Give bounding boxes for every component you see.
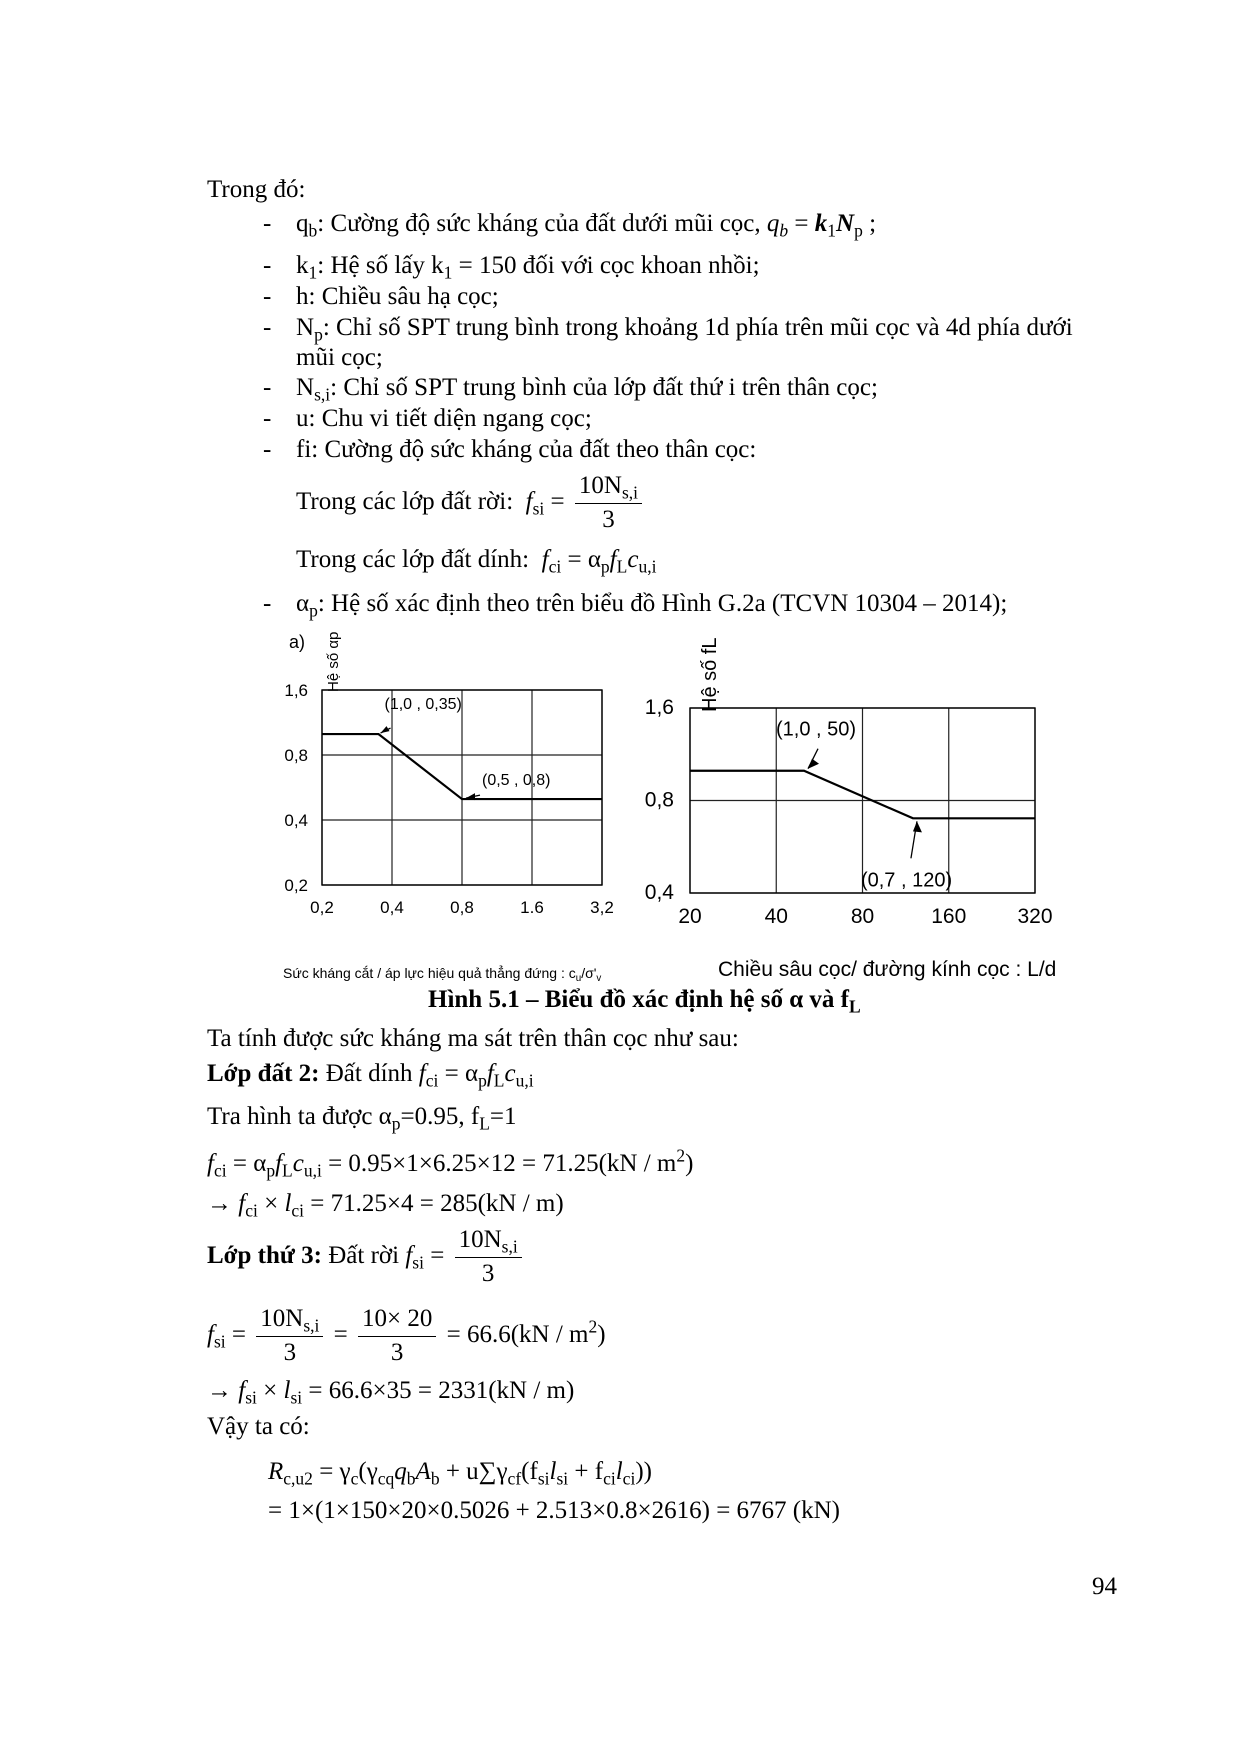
def-np: $N_p$: Chỉ số SPT trung bình trong khoảng 1d phía trên mũi cọc và 4d phía dưới — [296, 314, 1073, 345]
layer2-line: Lớp đất 2: Đất dính $f_{ci} = \alpha_pf_Lc_{u,i}$ — [207, 1060, 534, 1091]
chart-b-xlabel: Chiều sâu cọc/ đường kính cọc : L/d — [718, 958, 1057, 981]
chart-alpha-p — [284, 632, 613, 917]
bullet: - — [263, 314, 272, 341]
figure-caption: Hình 5.1 – Biểu đồ xác định hệ số α và $f_L$ — [428, 986, 861, 1017]
y-axis-label: Hệ số αp — [325, 631, 342, 692]
y-tick-label: 0,8 — [644, 788, 674, 812]
annotation-label: (0,5 , 0,8) — [482, 772, 551, 790]
chart-a-xlabel: Sức kháng cắt / áp lực hiệu quả thẳng đứng : $c_u/\sigma'_v$ — [283, 965, 602, 985]
equation-fsi-lsi: → $f_{si} \times l_{si} = 66.6\times 35 = 2331(kN / m)$ — [207, 1377, 575, 1408]
y-tick-label: 0,8 — [284, 746, 308, 765]
annotation-label: (0,7 , 120) — [860, 869, 953, 892]
bullet: - — [263, 436, 272, 463]
def-u: u: Chu vi tiết diện ngang cọc; — [296, 405, 592, 432]
def-fi: fi: Cường độ sức kháng của đất theo thân cọc: — [296, 436, 757, 463]
x-tick-label: 20 — [678, 905, 702, 928]
y-tick-label: 1,6 — [284, 681, 308, 700]
vay-text: Vậy ta có: — [207, 1413, 310, 1440]
def-qb: $q_b$: Cường độ sức kháng của đất dưới mũi cọc, $q_b = k_1N_p$ ; — [296, 210, 877, 241]
x-tick-label: 1.6 — [520, 898, 544, 917]
bullet: - — [263, 252, 272, 279]
annotation-arrowhead — [808, 759, 819, 769]
chart-fl — [645, 638, 1053, 928]
bullet: - — [263, 210, 272, 237]
calc-intro: Ta tính được sức kháng ma sát trên thân cọc như sau: — [207, 1025, 739, 1052]
layer3-line: Lớp thứ 3: Đất rời $f_{si}$ = $\frac{10N_{s,i}}{3}$ — [207, 1226, 526, 1289]
bullet: - — [263, 283, 272, 310]
x-tick-label: 0,8 — [450, 898, 474, 917]
page-number: 94 — [1092, 1573, 1117, 1600]
equation-fci-lci: → $f_{ci} \times l_{ci} = 71.25\times 4 = 285(kN / m)$ — [207, 1190, 564, 1221]
x-tick-label: 160 — [931, 905, 967, 928]
def-alpha: $\alpha_p$: Hệ số xác định theo trên biểu đồ Hình G.2a (TCVN 10304 – 2014); — [296, 590, 1008, 621]
y-axis-label: Hệ số fL — [699, 637, 721, 712]
x-tick-label: 3,2 — [590, 898, 614, 917]
x-tick-label: 320 — [1017, 905, 1053, 928]
annotation-arrowhead — [381, 726, 390, 733]
x-tick-label: 80 — [850, 905, 875, 928]
equation-fci: $f_{ci} = \alpha_pf_Lc_{u,i} = 0.95\times 1\times 6.25\times 12 = 71.25(kN / m^2)$ — [207, 1145, 694, 1181]
bullet: - — [263, 590, 272, 617]
formula-roi: Trong các lớp đất rời: $f_{si}$ = $\frac{10N_{s,i}}{3}$ — [296, 472, 646, 535]
bullet: - — [263, 374, 272, 401]
def-h: h: Chiều sâu hạ cọc; — [296, 283, 499, 310]
equation-fsi: $f_{si}$ = $\frac{10N_{s,i}}{3}$ = $\frac{10\times 20}{3}$ = $66.6(kN / m^2)$ — [207, 1305, 606, 1366]
annotation-arrowhead — [913, 821, 922, 832]
equation-result: = 1×(1×150×20×0.5026 + 2.513×0.8×2616) = 6767 (kN) — [268, 1497, 840, 1524]
x-tick-label: 40 — [764, 905, 788, 928]
formula-dinh: Trong các lớp đất dính: $f_{ci} = \alpha_pf_Lc_{u,i}$ — [296, 546, 657, 577]
x-tick-label: 0,2 — [310, 898, 334, 917]
y-tick-label: 0,4 — [644, 881, 674, 904]
equation-rcu2: $R_{c,u2} = \gamma_c(\gamma_{cq}q_bA_b + u\sum\gamma_{cf}(f_{si}l_{si} + f_{ci}l_{ci}))$ — [268, 1458, 652, 1489]
x-tick-label: 0,4 — [380, 898, 404, 917]
def-np-cont: mũi cọc; — [296, 344, 383, 371]
y-tick-label: 0,2 — [284, 876, 308, 895]
panel-label-a: a) — [289, 632, 306, 652]
tra-line: Tra hình ta được $\alpha_p=0.95$, $f_L=1$ — [207, 1103, 517, 1134]
annotation-label: (1,0 , 50) — [776, 718, 857, 741]
annotation-label: (1,0 , 0,35) — [384, 696, 462, 714]
y-tick-label: 0,4 — [284, 811, 308, 830]
figure-charts — [0, 620, 1240, 985]
def-k1: $k_1$: Hệ số lấy $k_1 = 150$ đối với cọc khoan nhồi; — [296, 252, 760, 283]
y-tick-label: 1,6 — [644, 696, 674, 719]
bullet: - — [263, 405, 272, 432]
def-nsi: $N_{s,i}$: Chỉ số SPT trung bình của lớp đất thứ i trên thân cọc; — [296, 374, 878, 405]
intro-text: Trong đó: — [207, 176, 306, 203]
